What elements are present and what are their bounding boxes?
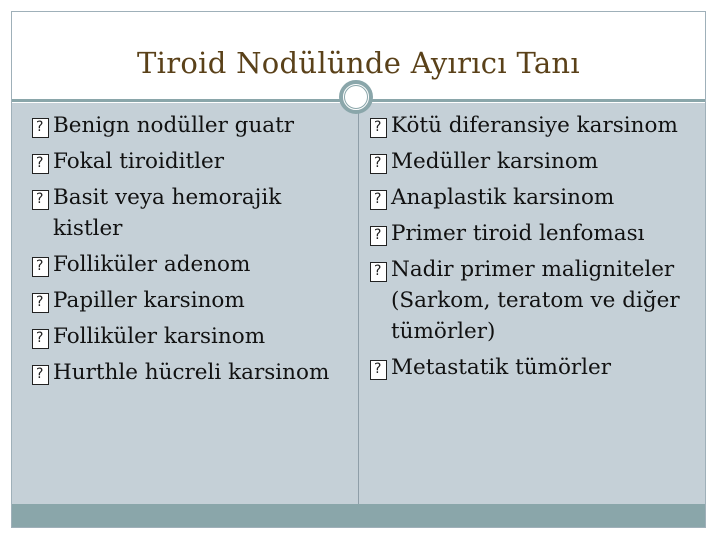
list-item-text: Basit veya hemorajik kistler bbox=[53, 185, 282, 241]
decorative-ring-inner-icon bbox=[344, 85, 368, 109]
list-item bbox=[370, 110, 700, 141]
list-item bbox=[32, 182, 352, 244]
footer-bar bbox=[12, 504, 705, 527]
list-item bbox=[32, 110, 352, 141]
list-item bbox=[32, 321, 352, 352]
missing-glyph-box-icon bbox=[370, 154, 387, 174]
missing-glyph-box-icon bbox=[370, 262, 387, 282]
list-item-text: Benign nodüller guatr bbox=[53, 113, 295, 138]
list-item-text: Nadir primer maligniteler (Sarkom, teratom ve diğer tümörler) bbox=[391, 257, 680, 344]
list-item-text: Kötü diferansiye karsinom bbox=[391, 113, 678, 138]
list-item bbox=[32, 249, 352, 280]
missing-glyph-box-icon bbox=[370, 118, 387, 138]
missing-glyph-box-icon bbox=[32, 365, 49, 385]
missing-glyph-box-icon bbox=[370, 190, 387, 210]
missing-glyph-box-icon bbox=[370, 360, 387, 380]
list-item-text: Primer tiroid lenfoması bbox=[391, 221, 645, 246]
list-item-text: Hurthle hücreli karsinom bbox=[53, 360, 330, 385]
list-item bbox=[370, 254, 700, 347]
list-item-text: Anaplastik karsinom bbox=[391, 185, 615, 210]
right-column-list bbox=[370, 110, 700, 383]
missing-glyph-box-icon bbox=[32, 257, 49, 277]
list-item bbox=[32, 357, 352, 388]
missing-glyph-box-icon bbox=[32, 329, 49, 349]
column-divider bbox=[358, 102, 359, 504]
missing-glyph-box-icon bbox=[32, 293, 49, 313]
list-item-text: Metastatik tümörler bbox=[391, 355, 612, 380]
missing-glyph-box-icon bbox=[32, 190, 49, 210]
list-item-text: Fokal tiroiditler bbox=[53, 149, 225, 174]
list-item-text: Medüller karsinom bbox=[391, 149, 599, 174]
missing-glyph-box-icon bbox=[32, 154, 49, 174]
list-item-text: Papiller karsinom bbox=[53, 288, 245, 313]
list-item-text: Folliküler adenom bbox=[53, 252, 251, 277]
list-item bbox=[370, 146, 700, 177]
list-item bbox=[32, 285, 352, 316]
list-item bbox=[32, 146, 352, 177]
missing-glyph-box-icon bbox=[32, 118, 49, 138]
list-item bbox=[370, 218, 700, 249]
list-item-text: Folliküler karsinom bbox=[53, 324, 266, 349]
list-item bbox=[370, 182, 700, 213]
left-column-list bbox=[32, 110, 352, 388]
slide-title: Tiroid Nodülünde Ayırıcı Tanı bbox=[137, 46, 580, 80]
missing-glyph-box-icon bbox=[370, 226, 387, 246]
list-item bbox=[370, 352, 700, 383]
